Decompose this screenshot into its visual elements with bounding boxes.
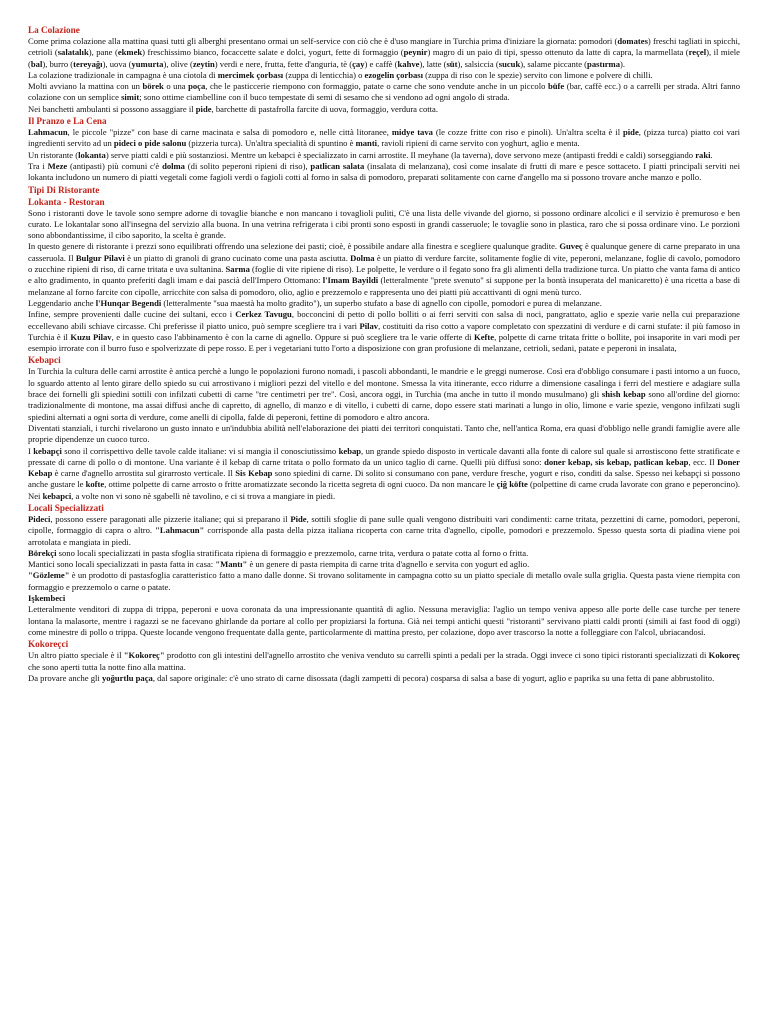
- text-run: Tra i: [28, 160, 48, 171]
- bold-term: süt: [446, 58, 458, 69]
- text-run: ), salame piccante (: [520, 58, 588, 69]
- text-run: In questo genere di ristorante i prezzi sono equilibrati offrendo una selezione dei pasti; cioè, è possibile andare alla finestra e scegliere qualunque gradite.: [28, 241, 560, 252]
- text-run: è un piatto di verdure farcite, solitamente foglie di vite, peperoni, melanzane, foglie di cavolo, pomodoro o zucchine ripieni di riso, di carne tritata e uva sultanina.: [28, 252, 741, 275]
- text-run: , ravioli ripieni di carne servito con yoghurt, aglio e menta.: [377, 138, 580, 149]
- bold-term: Meze: [47, 160, 68, 171]
- text-run: Leggendario anche: [28, 297, 96, 308]
- bold-term: reçel: [688, 47, 707, 58]
- bold-term: Sarma: [225, 264, 250, 275]
- bold-term: "Lahmacun": [155, 525, 205, 536]
- text-run: ), latte (: [419, 58, 447, 69]
- bold-term: kebap: [338, 445, 362, 456]
- bold-term: Işkembeci: [28, 593, 66, 604]
- paragraph: [28, 650, 740, 673]
- paragraph: [28, 208, 740, 242]
- text-run: , polpette di carne tritata fritte o bollite, poi insaporite in vari modi per esempio irrorate con il burro fuso e spolverizzate di pepe rosso. E per i vegetariani tutto l'orto a disposizione con gran profusione di melanzane, cetrioli, sedani, patate e peperoni in insalata,: [28, 331, 740, 354]
- bold-term: zeytin: [192, 58, 215, 69]
- bold-term: tereyağı: [73, 58, 103, 69]
- section-heading: Tipi Di Ristorante: [28, 184, 100, 195]
- text-run: .: [710, 149, 713, 160]
- paragraph: [28, 446, 740, 502]
- bold-term: dolma: [162, 160, 185, 171]
- bold-term: yoğurtlu paça: [101, 672, 153, 683]
- bold-term: Börekçi: [28, 547, 57, 558]
- bold-term: kebapçi: [33, 445, 62, 456]
- text-run: ).: [620, 58, 626, 69]
- text-run: (le cozze fritte con riso e pinoli). Un'altra scelta è il: [432, 127, 623, 138]
- bold-term: kahve: [397, 58, 420, 69]
- text-run: , ecc. Il: [688, 456, 718, 467]
- bold-term: kebapci: [42, 490, 72, 501]
- paragraph: [28, 570, 740, 593]
- paragraph: [28, 161, 740, 184]
- text-run: sono locali specializzati in pasta sfoglia stratificata ripiena di formaggio e prezzemolo, carne trita, verdura o patate cotta al forno o fritta.: [56, 547, 529, 558]
- text-run: sono il corrispettivo delle tavole calde italiane: vi si mangia il conosciutissimo: [61, 445, 339, 456]
- bold-term: çiğ köfte: [496, 479, 528, 490]
- text-run: ) serve piatti caldi e più sostanziosi. Mentre un kebapci è specializzato in carni arrostite. Il meyhane (la taverna), dove servono meze (antipasti freddi e caldi) sorseggiando: [105, 149, 696, 160]
- bold-term: bal: [30, 58, 43, 69]
- bold-term: Dolma: [350, 252, 375, 263]
- paragraph: [28, 36, 740, 70]
- bold-term: Lahmacun: [28, 127, 68, 138]
- section-heading: Lokanta - Restoran: [28, 196, 105, 207]
- bold-term: Pilav: [359, 320, 379, 331]
- paragraph: [28, 366, 740, 422]
- text-run: Infine, sempre provenienti dalle cucine dei sultani, ecco i: [28, 309, 236, 320]
- text-run: , un grande spiedo disposto in verticale davanti alla fonte di calore sul quale si arrostiscono fette stratificate e pressate di carne di pollo o di montone. Una variante è il kebap di carne tritata o pollo formato da un unico taglio di carne. Quelli più diffusi sono:: [28, 445, 741, 467]
- bold-term: salatalık: [57, 47, 89, 58]
- text-run: (foglie di vite ripiene di riso). Le polpette, le verdure o il fegato sono fra gli alimenti della tradizione turca. Un piatto che vanta fama di antico e alto gradimento, in quanto preferiti dagli imam e dai pascià dell'Impero Ottomano:: [28, 264, 740, 286]
- bold-term: pideci o pide salonu: [113, 138, 187, 149]
- bold-term: börek: [142, 81, 164, 92]
- text-run: corrisponde alla pasta della pizza italiana ricoperta con carne trita d'agnello, cipolle, pomodori e prezzemolo. Spesso questa sorta di piadina viene poi arrotolata e mangiata in piedi.: [28, 525, 741, 547]
- bold-term: Bulgur Pilavi: [75, 252, 125, 263]
- text-run: La colazione tradizionale in campagna è una ciotola di: [28, 69, 218, 80]
- paragraph: [28, 127, 740, 150]
- text-run: ), il miele (: [28, 47, 740, 69]
- text-run: (di solito peperoni ripieni di riso),: [184, 160, 311, 171]
- section: [28, 184, 740, 196]
- bold-term: l'Hunqar Begendi: [95, 297, 162, 308]
- bold-term: shish kebap: [601, 389, 646, 400]
- bold-term: Cerkez Tavugu: [235, 309, 292, 320]
- text-run: (pizzeria turca). Un'altra specialità di spuntino è: [186, 138, 356, 149]
- paragraph: [28, 298, 740, 309]
- text-run: , possono essere paragonati alle pizzerie italiane; qui si preparano il: [50, 513, 291, 524]
- bold-term: mercimek çorbası: [217, 69, 284, 80]
- text-run: , sottili sfoglie di pane sulle quali vengono distribuiti vari condimenti: carne tritata, pezzettini di carne, pomodori, peperoni, cipolle, formaggio di capra o altro.: [28, 513, 740, 536]
- bold-term: pide: [623, 127, 639, 138]
- text-run: sono spiedini di carne. Di solito si consumano con pane, verdure fresche, yogurt e riso, conditi da salse. Spesso nei kebapçi si possono anche gustare le: [28, 468, 741, 490]
- text-run: (polpettine di carne cruda lavorate con grano e peperoncino). Nei: [28, 479, 740, 501]
- bold-term: büfe: [547, 81, 565, 92]
- text-run: o una: [163, 81, 189, 92]
- text-run: (zuppa di lenticchia) o: [283, 69, 365, 80]
- bold-term: patlican salata: [310, 160, 365, 171]
- text-run: ) verdi e nere, frutta, fette d'anguria, tè (: [214, 58, 353, 69]
- section: [28, 115, 740, 183]
- text-run: ), burro (: [42, 58, 74, 69]
- text-run: Nei banchetti ambulanti si possono assaggiare il: [28, 103, 196, 114]
- text-run: è carne d'agnello arrostita sul girarrosto verticale. Il: [52, 468, 236, 479]
- section: [28, 196, 740, 355]
- paragraph: [28, 81, 740, 104]
- paragraph: [28, 548, 740, 559]
- bold-term: pastırma: [587, 58, 620, 69]
- paragraph: [28, 70, 740, 81]
- bold-term: sucuk: [498, 58, 521, 69]
- bold-term: lokanta: [78, 149, 106, 160]
- bold-term: ekmek: [117, 47, 143, 58]
- text-run: Molti avviano la mattina con un: [28, 81, 143, 92]
- text-run: sono all'ordine del giorno: tradizionalmente di montone, ma assai diffusi anche di capretto, di agnello, di manzo e di vitello, i cubetti di carne, dopo essere stati marinati a lungo in olio, limone e varie spezie, vengono infilzati sugli spiedini alternati a ogni sorta di verdure, come anelli di cipolla, falde di peperoni, fettine di pomodoro e altro ancora.: [28, 389, 741, 422]
- text-run: , (pizza turca) piatto coi vari ingredienti servito ad un: [28, 127, 740, 149]
- text-run: , che le pasticcerie riempono con formaggio, patate o carne che sono vendute anche in un piccolo: [205, 81, 548, 92]
- bold-term: midye tava: [391, 127, 433, 138]
- bold-term: pide: [195, 103, 212, 114]
- text-run: ), pane (: [88, 47, 118, 58]
- text-run: Un altro piatto speciale è il: [28, 650, 124, 661]
- text-run: (insalata di melanzana), così come insalate di frutti di mare e pesce sottaceto. I piatti principali serviti nei lokanta includono un numero di piatti vegetali come fagioli verdi o fagioli cotti al forno in salsa di pomodoro, preparati solitamente con carne d'angello ma si possono trovare anche manzo e pollo.: [28, 160, 740, 183]
- text-run: prodotto con gli intestini dell'agnello arrostito che veniva venduto su carrelli spinti a pedali per la strada. Oggi invece ci sono tipici ristoranti specializzati di: [164, 650, 709, 661]
- paragraph: [28, 423, 740, 446]
- text-run: , ottime polpette di carne arrosto o fritte aromatizzate secondo la ricetta segreta di ogni cuoco. Da non mancare le: [104, 479, 497, 490]
- paragraph: [28, 604, 740, 638]
- text-run: ), salsiccia (: [457, 58, 499, 69]
- text-run: I: [28, 445, 34, 456]
- text-run: , barchette di pastafrolla farcite di uova, formaggio, verdura cotta.: [211, 103, 438, 114]
- paragraph: [28, 559, 740, 570]
- paragraph: [28, 309, 740, 354]
- bold-term: kofte: [85, 479, 105, 490]
- bold-term: Doner Kebap: [28, 456, 740, 479]
- section: [28, 24, 740, 115]
- section-heading: Locali Specializzati: [28, 502, 104, 513]
- bold-term: simit: [121, 92, 140, 103]
- bold-term: raki: [695, 149, 711, 160]
- bold-term: çay: [352, 58, 365, 69]
- text-run: ) freschi tagliati in spicchi, cetrioli (: [28, 36, 740, 58]
- bold-term: Kuzu Pilav: [70, 331, 112, 342]
- bold-term: Pideci: [28, 513, 51, 524]
- section: [28, 502, 740, 638]
- bold-term: "Kokoreç": [123, 650, 165, 661]
- bold-term: poça: [188, 81, 206, 92]
- text-run: (antipasti) più comuni c'è: [67, 160, 163, 171]
- text-run: , e in questo caso l'abbinamento è con la carne di agnello. Oppure si può scegliere tra le varie offerte di: [111, 331, 475, 342]
- section-heading: Il Pranzo e La Cena: [28, 116, 107, 127]
- paragraph: [28, 104, 740, 115]
- bold-term: yumurta: [131, 58, 164, 69]
- text-run: ) freschissimo bianco, focaccette salate e dolci, yogurt, fette di formaggio (: [142, 47, 404, 58]
- section-heading: Kebapci: [28, 355, 61, 366]
- bold-term: l'Imam Bayildi: [322, 275, 379, 286]
- paragraph: [28, 150, 740, 161]
- text-run: ; sono ottime ciambelline con il buco tempestate di semi di sesamo che si vendono ad ogni angolo di strada.: [139, 92, 510, 103]
- text-run: ), olive (: [163, 58, 193, 69]
- text-run: , dal sapore originale: c'è uno strato di carne disossata (dagli zampetti di pecora) cosparsa di salsa a base di yogurt, aglio e paprika su una fetta di pane abbrustolito.: [152, 672, 715, 683]
- text-run: (letteralmente "sua maestà ha molto gradito"), un superbo stufato a base di agnello con cipolle, pomodori e purea di melanzane.: [161, 297, 602, 308]
- text-run: , costituiti da riso cotto a vapore completato con spezzatini di verdure e di carni stufate: il più famoso in Turchia è il: [28, 320, 741, 342]
- bold-term: manti: [355, 138, 378, 149]
- text-run: , a volte non vi sono nè sgabelli nè tavolino, e ci si trova a mangiare in piedi.: [71, 490, 336, 501]
- text-run: ) e caffè (: [364, 58, 398, 69]
- section: [28, 354, 740, 502]
- bold-term: ezogelin çorbası: [364, 69, 424, 80]
- text-run: (zuppa di riso con le spezie) servito con limone e polvere di chilli.: [423, 69, 653, 80]
- text-run: ), uova (: [102, 58, 132, 69]
- text-run: Come prima colazione alla mattina quasi tutti gli alberghi presentano ormai un self-service con ciò che è d'uso mangiare in Turchia prima d'iniziare la giornata: pomodori (: [28, 36, 618, 46]
- bold-term: Kokoreç: [708, 650, 740, 661]
- text-run: Sono i ristoranti dove le tavole sono sempre adorne di tovaglie bianche e non mancano i tovaglioli puliti, C'è una lista delle vivande del giorno, si possono ordinare alcolici e il servizio è premuroso e ben curato. Le lokantalar sono all'insegna del servizio alla buona. In una vetrina refrigerata i cibi pronti sono esposti in grandi casseruole; le tovaglie sono in plastica, raro che si possa ordinare vino. Le porzioni sono abbondantissime, il cibo saporito, la scelta è grande.: [28, 207, 740, 241]
- text-run: (bar, caffè ecc.) o a carrelli per strada. Altri fanno colazione con un semplice: [28, 81, 740, 103]
- bold-term: Kefte: [474, 331, 495, 342]
- bold-term: Pide: [290, 513, 307, 524]
- bold-term: peynir: [403, 47, 428, 58]
- text-run: Un ristorante (: [28, 149, 79, 160]
- text-run: , bocconcini di petto di pollo bolliti o ai ferri serviti con salsa di noci, pangrattato, aglio e spezie varie nella cui preparazione eccellevano abili schiave circasse. Chi preferisse il piatto unico, può sempre scegliere tra i vari: [28, 309, 740, 331]
- bold-term: Guveç: [559, 241, 583, 252]
- paragraph: [28, 241, 740, 297]
- text-run: In Turchia la cultura delle carni arrostite è antica perchè a lungo le popolazioni furono nomadi, i pascoli abbondanti, le mandrie e le greggi numerose. Così era d'obbligo consumare i pasti intorno a un fuoco, lo sguardo attento al lento girare dello spiedo su cui arrostivano i migliori pezzi del vitello e del montone. Smessa la vita itinerante, ecco ridurre a dimensione casalinga i ferri del mestiere e adagiare sulla brace dei fornelli gli spiedini sottili con infilzati cubetti di carne "tre centimetri per tre". Così, ancora oggi, in Turchia (ma anche in tutto il mondo musulmano) gli: [28, 366, 740, 400]
- text-run: è un piatto di granoli di grano cucinato come una pasta asciutta.: [124, 252, 351, 263]
- text-run: è un genere di pasta riempita di carne trita d'agnello e servita con yogurt ed aglio.: [247, 559, 530, 570]
- bold-term: Sis Kebap: [235, 468, 273, 479]
- text-run: (letteralmente "prete svenuto" si suppone per la bontà insuperata del manicaretto) è una ricetta a base di melanzane al forno farcite con cipolle, arricchite con salsa di pomodoro, olio, aglio e prezzemolo e rappresenta uno dei piatti più accattivanti di ogni menù turco.: [28, 275, 740, 297]
- text-run: ) magro di un paio di tipi, spesso ottenuto da latte di capra, la marmellata (: [427, 47, 689, 58]
- paragraph: [28, 673, 740, 684]
- paragraph: [28, 514, 740, 548]
- section-heading: La Colazione: [28, 25, 80, 35]
- bold-term: domates: [617, 36, 648, 46]
- text-run: , le piccole "pizze" con base di carne macinata e salsa di pomodoro e, nelle città litoranee,: [67, 127, 392, 138]
- section-heading: Kokoreçci: [28, 639, 69, 650]
- bold-term: "Gözleme": [28, 570, 70, 581]
- text-run: è un prodotto di pastasfoglia caratteristico fatto a mano dalle donne. Si trovano solitamente in campagna cotto su un piatto speciale di metallo ovale sulla griglia. Questa pasta viene riempita con formaggio e prezzemolo o carne o patate.: [28, 570, 740, 592]
- paragraph: [28, 593, 740, 604]
- bold-term: doner kebap, sis kebap, patlican kebap: [544, 456, 689, 467]
- bold-term: "Mantı": [215, 559, 248, 570]
- text-run: Letteralmente venditori di zuppa di trippa, peperoni e uova coronata da una impressionante quantità di aglio. Nessuna meraviglia: l'aglio un tempo veniva appeso alle porte delle case turche per tenere lontana la malasorte, mentre i ragazzi se ne facevano ghirlande da portare al collo per propiziarsi la fortuna. Già nei tempi antichi questi "ristoranti" servivano piatti caldi pronti (simili ai fast food di oggi) come minestre di pollo o trippa. Queste locande vengono frequentate dalla gente, particolarmente di mattina presto, per colazione, dopo aver trascorso la notte a folleggiare con l'alcol, ubriacandosi.: [28, 604, 740, 637]
- text-run: è qualunque genere di carne preparato in una casseruola. Il: [28, 241, 740, 263]
- text-run: che sono aperti tutta la notte fino alla mattina.: [28, 661, 186, 672]
- text-run: Da provare anche gli: [28, 672, 102, 683]
- section: [28, 638, 740, 684]
- text-run: Diventati stanziali, i turchi rivelarono un gusto innato e un'indubbia abilità nell'elaborazione dei piatti dei territori conquistati. Tanto che, nell'antica Roma, era quasi d'obbligo nelle grandi famiglie avere alle proprie dipendenze un cuoco turco.: [28, 422, 740, 445]
- text-run: Mantici sono locali specializzati in pasta fatta in casa:: [28, 559, 216, 570]
